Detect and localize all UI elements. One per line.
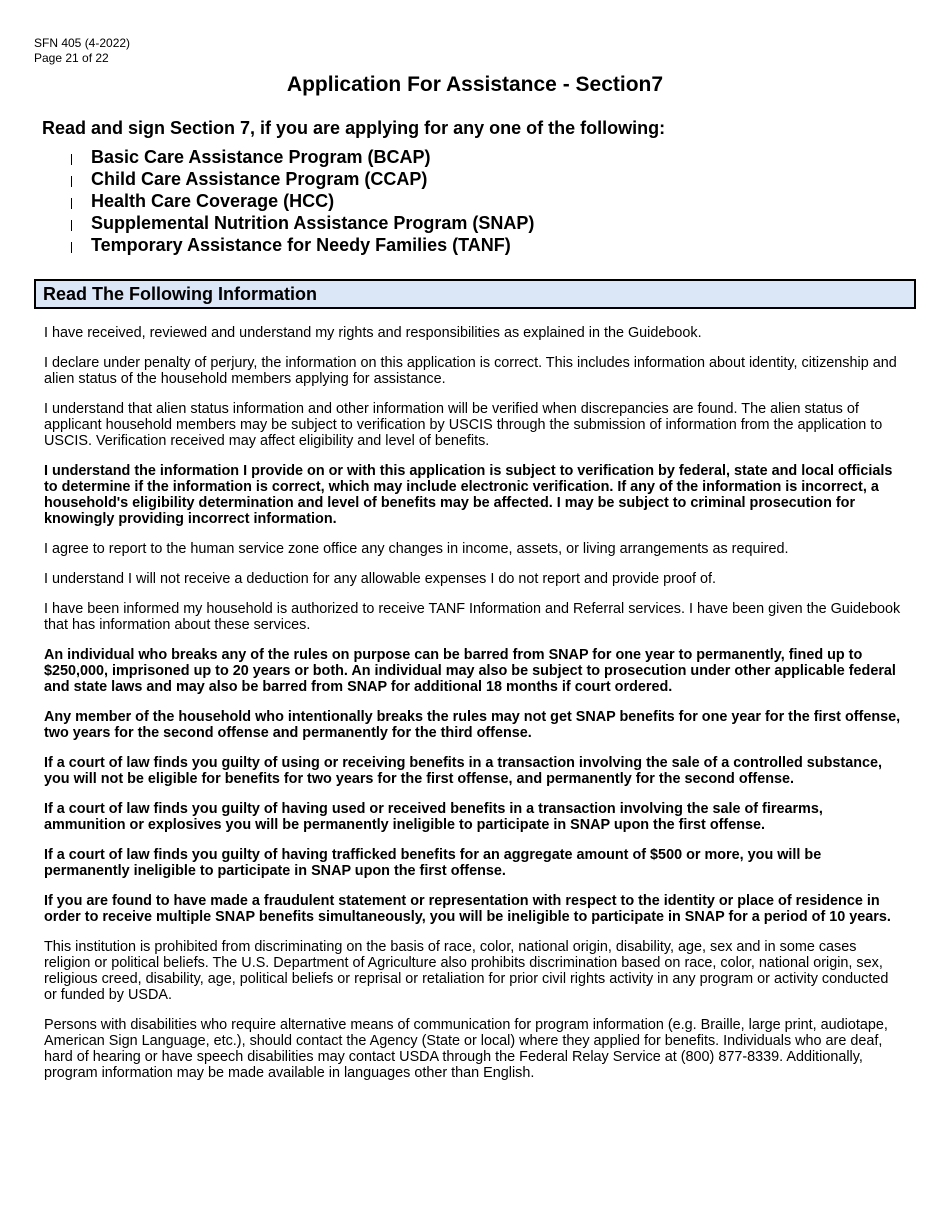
- list-item: [62, 212, 534, 234]
- paragraph: I understand I will not receive a deduction for any allowable expenses I do not report and provide proof of.: [44, 571, 716, 587]
- list-item: [62, 146, 534, 168]
- paragraph-emphasized: An individual who breaks any of the rules on purpose can be barred from SNAP for one year to permanently, fined up to $250,000, imprisoned up to 20 years or both. An individual may also be subject to prosecution under other applicable federal and state laws and may also be barred from SNAP for additional 18 months if court ordered.: [44, 647, 896, 695]
- paragraph: I have received, reviewed and understand my rights and responsibilities as explained in the Guidebook.: [44, 325, 702, 341]
- program-name: Basic Care Assistance Program (BCAP): [91, 147, 431, 167]
- paragraph: I have been informed my household is authorized to receive TANF Information and Referral services. I have been given the Guidebook that has information about these services.: [44, 601, 901, 633]
- paragraph-emphasized: If a court of law finds you guilty of using or receiving benefits in a transaction involving the sale of a controlled substance, you will not be eligible for benefits for two years for the first offense, and permanently for the second offense.: [44, 755, 882, 787]
- list-item: [62, 168, 534, 190]
- paragraph: I agree to report to the human service zone office any changes in income, assets, or living arrangements as required.: [44, 541, 789, 557]
- page-number: Page 21 of 22: [34, 51, 109, 65]
- paragraph-emphasized: I understand the information I provide on or with this application is subject to verification by federal, state and local officials to determine if the information is correct, which may include electronic verification. If any of the information is incorrect, a household's eligibility determination and level of benefits may be affected. I may be subject to criminal prosecution for knowingly providing incorrect information.: [44, 463, 893, 527]
- bullet-icon: [71, 176, 72, 187]
- bullet-icon: [71, 198, 72, 209]
- paragraph: Persons with disabilities who require alternative means of communication for program information (e.g. Braille, large print, audiotape, American Sign Language, etc.), should contact the Agency (State or local) where they applied for benefits. Individuals who are deaf, hard of hearing or have speech disabilities may contact USDA through the Federal Relay Service at (800) 877-8339. Additionally, program information may be made available in languages other than English.: [44, 1017, 888, 1081]
- paragraph-emphasized: If you are found to have made a fraudulent statement or representation with respect to the identity or place of residence in order to receive multiple SNAP benefits simultaneously, you will be ineligible to participate in SNAP for a period of 10 years.: [44, 893, 891, 925]
- list-item: [62, 234, 534, 256]
- program-name: Supplemental Nutrition Assistance Program (SNAP): [91, 213, 535, 233]
- paragraph-emphasized: If a court of law finds you guilty of having trafficked benefits for an aggregate amount of $500 or more, you will be permanently ineligible to participate in SNAP upon the first offense.: [44, 847, 822, 879]
- list-item: [62, 190, 534, 212]
- form-id: SFN 405 (4-2022): [34, 36, 131, 50]
- bullet-icon: [71, 154, 72, 165]
- intro-heading: Read and sign Section 7, if you are applying for any one of the following:: [42, 118, 666, 138]
- program-list: [62, 146, 534, 256]
- form-meta: [34, 36, 130, 66]
- information-body: [44, 325, 902, 1095]
- bullet-icon: [71, 220, 72, 231]
- paragraph-emphasized: If a court of law finds you guilty of having used or received benefits in a transaction involving the sale of firearms, ammunition or explosives you will be permanently ineligible to participate in SNAP upon the first offense.: [44, 801, 823, 833]
- paragraph: I declare under penalty of perjury, the information on this application is correct. This includes information about identity, citizenship and alien status of the household members applying for assistance.: [44, 355, 897, 387]
- paragraph-emphasized: Any member of the household who intentionally breaks the rules may not get SNAP benefits for one year for the first offense, two years for the second offense and permanently for the third offense.: [44, 709, 901, 741]
- page-title: Application For Assistance - Section7: [286, 73, 664, 96]
- bullet-icon: [71, 242, 72, 253]
- program-name: Temporary Assistance for Needy Families (TANF): [91, 235, 511, 255]
- section-header: [34, 279, 916, 309]
- program-name: Child Care Assistance Program (CCAP): [91, 169, 428, 189]
- paragraph: I understand that alien status information and other information will be verified when discrepancies are found. The alien status of applicant household members may be subject to verification by USCIS through the submission of information from the application to USCIS. Verification received may affect eligibility and level of benefits.: [44, 401, 883, 449]
- paragraph: This institution is prohibited from discriminating on the basis of race, color, national origin, disability, age, sex and in some cases religion or political beliefs. The U.S. Department of Agriculture also prohibits discrimination based on race, color, national origin, sex, religious creed, disability, age, political beliefs or reprisal or retaliation for prior civil rights activity in any program or activity conducted or funded by USDA.: [44, 939, 889, 1003]
- section-header-label: Read The Following Information: [43, 284, 317, 304]
- program-name: Health Care Coverage (HCC): [91, 191, 335, 211]
